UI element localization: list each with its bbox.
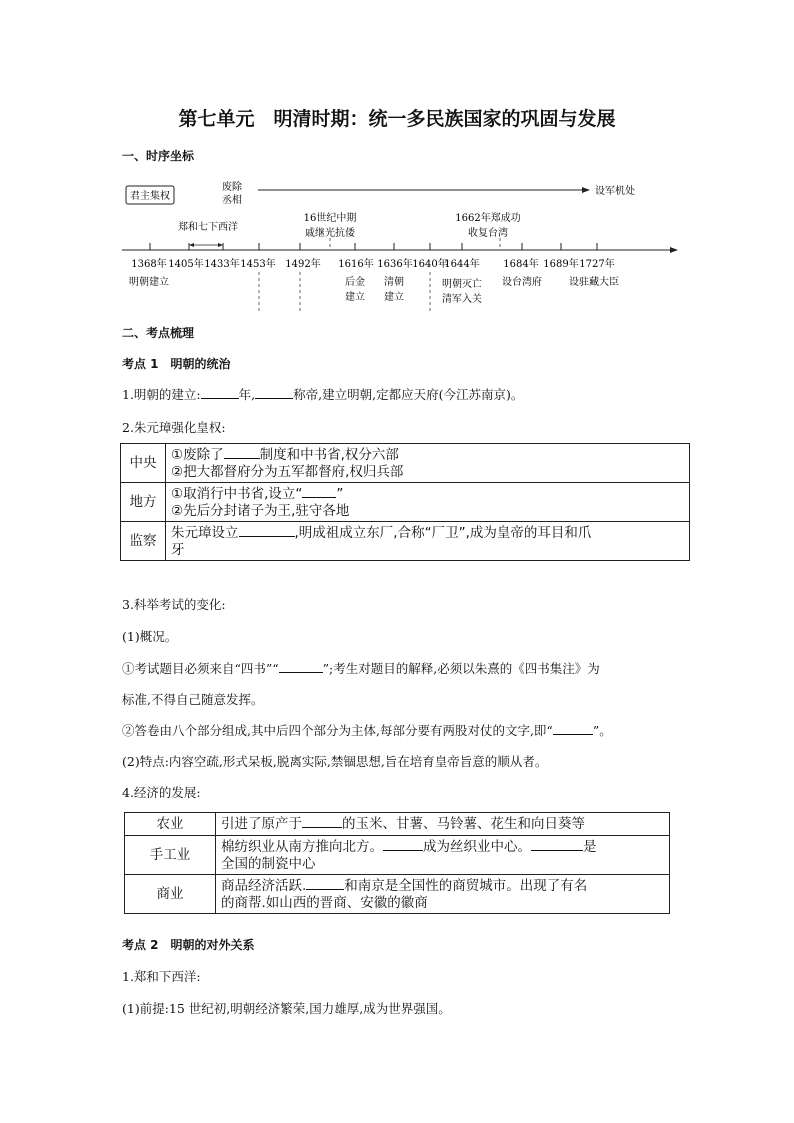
year-1640: 1640年 xyxy=(412,259,448,270)
timeline-top-left-1: 废除 xyxy=(222,182,242,193)
timeline-range-arrow-left xyxy=(189,243,194,247)
timeline-top-arrowhead xyxy=(582,187,590,193)
below-zhuzang: 设驻藏大臣 xyxy=(569,277,619,288)
table-cell: 棉纺织业从南方推向北方。 成为丝织业中心。 是 全国的制瓷中心 xyxy=(216,836,670,875)
below-houjin-2: 建立 xyxy=(345,292,365,303)
table-row xyxy=(121,444,690,483)
table-key: 商业 xyxy=(125,875,216,914)
kp1-item3-2: (2)特点:内容空疏,形式呆板,脱离实际,禁锢思想,旨在培育皇帝旨意的顺从者。 xyxy=(122,754,548,769)
timeline-axis-arrowhead xyxy=(670,247,678,253)
year-1368: 1368年 xyxy=(131,259,167,270)
below-qing-2: 建立 xyxy=(384,292,404,303)
kp1-heading: 考点 1 明朝的统治 xyxy=(122,357,231,371)
year-1433: 1433年 xyxy=(204,259,240,270)
table-cell: ①取消行中书省,设立“ ” ②先后分封诸子为王,驻守各地 xyxy=(166,483,690,522)
table-key: 手工业 xyxy=(125,836,216,875)
below-ming-fall-1: 明朝灭亡 xyxy=(442,279,482,290)
table-cell: 引进了原产于 的玉米、甘薯、马铃薯、花生和向日葵等 xyxy=(216,813,670,836)
kp1-item3-p1: ①考试题目必须来自“四书”“ ”;考生对题目的解释,必须以朱熹的《四书集注》为 xyxy=(122,661,600,676)
below-qing-1: 清朝 xyxy=(384,277,404,288)
timeline-range-arrow-right xyxy=(218,243,223,247)
kp1-item1-mid: 年, xyxy=(238,387,256,402)
table-row xyxy=(125,875,670,914)
below-ming-founded: 明朝建立 xyxy=(129,277,169,288)
kp1-item1-suffix: 称帝,建立明朝,定都应天府(今江苏南京)。 xyxy=(293,387,524,402)
section-heading-timeline: 一、时序坐标 xyxy=(122,149,195,163)
page-title: 第七单元 明清时期：统一多民族国家的巩固与发展 xyxy=(178,108,616,130)
kp1-item3-p2: ②答卷由八个部分组成,其中后四个部分为主体,每部分要有两股对仗的文字,即“ ”。 xyxy=(122,723,612,738)
timeline-top-left-2: 丞相 xyxy=(222,195,242,206)
timeline-box-label: 君主集权 xyxy=(130,191,170,202)
below-houjin-1: 后金 xyxy=(345,277,365,288)
table-centralization xyxy=(120,443,690,561)
kp2-item1: 1.郑和下西洋: xyxy=(122,969,201,984)
blank xyxy=(255,386,293,399)
table-key: 中央 xyxy=(121,444,166,483)
year-1616: 1616年 xyxy=(338,259,374,270)
kp1-item4: 4.经济的发展: xyxy=(122,785,201,800)
timeline-above-zhengchenggong-2: 收复台湾 xyxy=(468,228,508,239)
timeline-above-qijiguang-2: 戚继光抗倭 xyxy=(305,228,355,239)
year-1636: 1636年 xyxy=(377,259,413,270)
kp1-item3: 3.科举考试的变化: xyxy=(122,597,226,612)
table-key: 监察 xyxy=(121,522,166,561)
table-key: 地方 xyxy=(121,483,166,522)
table-key: 农业 xyxy=(125,813,216,836)
table-row xyxy=(125,813,670,836)
table-cell: 朱元璋设立 ,明成祖成立东厂,合称“厂卫”,成为皇帝的耳目和爪 牙 xyxy=(166,522,690,561)
below-taiwan-fu: 设台湾府 xyxy=(502,277,542,288)
table-cell: 商品经济活跃. 和南京是全国性的商贸城市。出现了有名 的商帮.如山西的晋商、安徽的徽商 xyxy=(216,875,670,914)
blank xyxy=(201,386,239,399)
year-1405: 1405年 xyxy=(168,259,204,270)
year-1727: 1727年 xyxy=(579,259,615,270)
kp1-item3-1: (1)概况。 xyxy=(122,629,178,644)
year-1453: 1453年 xyxy=(240,259,276,270)
timeline-above-qijiguang-1: 16世纪中期 xyxy=(303,213,357,224)
timeline-above-zhengchenggong-1: 1662年郑成功 xyxy=(455,213,521,224)
table-economy xyxy=(124,812,670,914)
kp1-item1 xyxy=(122,385,523,403)
table-cell: ①废除了 制度和中书省,权分六部 ②把大都督府分为五军都督府,权归兵部 xyxy=(166,444,690,483)
year-1644: 1644年 xyxy=(444,259,480,270)
year-1684: 1684年 xyxy=(503,259,539,270)
timeline-above-zhenghe: 郑和七下西洋 xyxy=(178,222,238,233)
table-row xyxy=(121,483,690,522)
year-1689: 1689年 xyxy=(543,259,579,270)
section-heading-keypoints: 二、考点梳理 xyxy=(122,326,195,340)
below-ming-fall-2: 清军入关 xyxy=(442,294,482,305)
kp2-item1-1: (1)前提:15 世纪初,明朝经济繁荣,国力雄厚,成为世界强国。 xyxy=(122,1001,451,1016)
timeline-top-right: 设军机处 xyxy=(595,186,635,197)
table-row xyxy=(125,836,670,875)
table-row xyxy=(121,522,690,561)
kp1-item2: 2.朱元璋强化皇权: xyxy=(122,420,226,435)
year-1492: 1492年 xyxy=(285,259,321,270)
timeline-diagram xyxy=(0,0,794,330)
kp2-heading: 考点 2 明朝的对外关系 xyxy=(122,938,255,952)
kp1-item3-p1c: 标准,不得自己随意发挥。 xyxy=(122,692,264,707)
kp1-item1-prefix: 1.明朝的建立: xyxy=(122,387,201,402)
